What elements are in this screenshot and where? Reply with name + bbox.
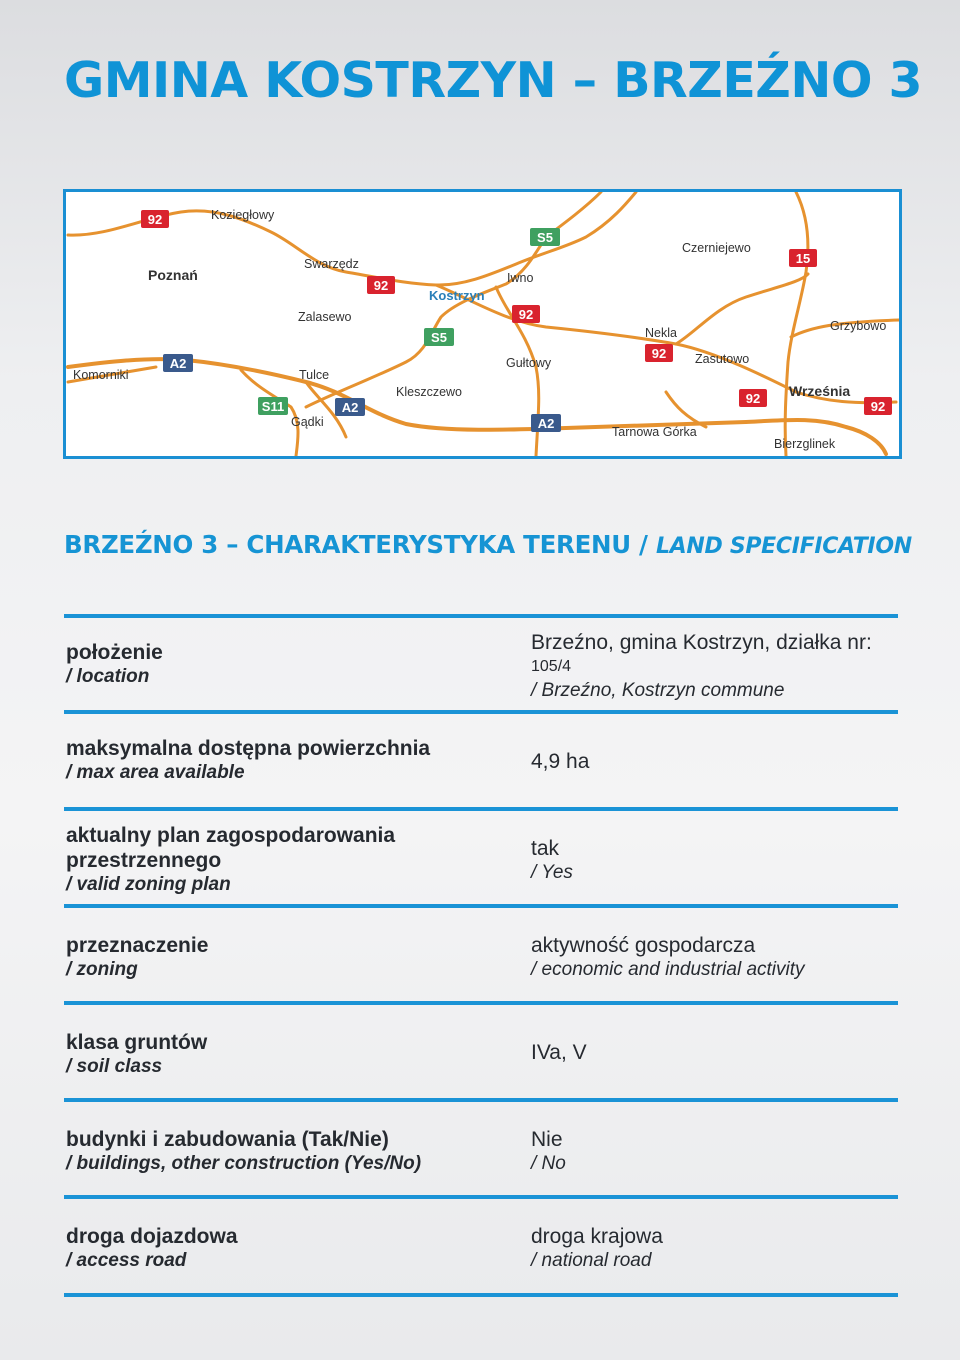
spec-value: droga krajowa / national road xyxy=(531,1225,663,1271)
spec-row-zoning xyxy=(64,904,898,1005)
spec-value: aktywność gospodarcza / economic and industrial activity xyxy=(531,934,805,980)
spec-row-max-area xyxy=(64,710,898,811)
shield-a2-west xyxy=(163,354,193,372)
svg-text:S5: S5 xyxy=(431,330,447,345)
place-kozieglowy: Koziegłowy xyxy=(211,208,275,222)
place-bierzglinek: Bierzglinek xyxy=(774,437,836,451)
place-swarzedz: Swarzędz xyxy=(304,257,359,271)
shield-a2-gadki xyxy=(335,398,365,416)
svg-text:A2: A2 xyxy=(341,400,359,415)
page-title: GMINA KOSTRZYN – BRZEŹNO 3 xyxy=(64,52,923,109)
location-map xyxy=(63,189,902,459)
svg-text:92: 92 xyxy=(745,391,761,406)
svg-text:15: 15 xyxy=(795,251,811,266)
shield-92-iwno xyxy=(512,305,540,323)
spec-row-zoning-plan xyxy=(64,807,898,908)
shield-92-wrzesnia xyxy=(739,389,767,407)
place-zalasewo: Zalasewo xyxy=(298,310,352,324)
svg-text:S5: S5 xyxy=(537,230,553,245)
place-poznan: Poznań xyxy=(148,267,198,283)
spec-value: Nie / No xyxy=(531,1128,566,1174)
spec-label: przeznaczenie / zoning xyxy=(66,934,209,980)
place-gadki: Gądki xyxy=(291,415,324,429)
svg-text:S11: S11 xyxy=(261,399,285,414)
spec-label: klasa gruntów / soil class xyxy=(66,1031,208,1077)
shield-92-east xyxy=(864,397,892,415)
shield-92-nekla xyxy=(645,344,673,362)
spec-label: aktualny plan zagospodarowania przestrzennego / valid zoning plan xyxy=(66,824,396,895)
place-gultowy: Gułtowy xyxy=(506,356,552,370)
svg-text:92: 92 xyxy=(651,346,667,361)
place-tarnowa-gorka: Tarnowa Górka xyxy=(612,425,697,439)
svg-text:92: 92 xyxy=(373,278,389,293)
spec-row-soil-class xyxy=(64,1001,898,1102)
place-zasutowo: Zasutowo xyxy=(695,352,750,366)
place-kleszczewo: Kleszczewo xyxy=(396,385,462,399)
spec-row-access-road xyxy=(64,1195,898,1297)
shield-s5-north xyxy=(530,228,560,246)
shield-s5-south xyxy=(424,328,454,346)
spec-value: 4,9 ha xyxy=(531,750,590,773)
section-title: BRZEŹNO 3 – CHARAKTERYSTYKA TERENU / LAND SPECIFICATION xyxy=(64,530,912,559)
place-tulce: Tulce xyxy=(299,368,330,382)
svg-text:92: 92 xyxy=(147,212,163,227)
place-komorniki: Komorniki xyxy=(73,368,129,382)
spec-value: IVa, V xyxy=(531,1041,587,1064)
place-wrzesnia: Września xyxy=(789,383,851,399)
shield-15 xyxy=(789,249,817,267)
place-nekla: Nekla xyxy=(645,326,677,340)
place-grzybowo: Grzybowo xyxy=(830,319,887,333)
place-iwno: Iwno xyxy=(507,271,534,285)
shield-92-swarzedz xyxy=(367,276,395,294)
spec-label: położenie / location xyxy=(66,641,163,687)
table-bottom-divider xyxy=(64,1293,898,1297)
spec-label: maksymalna dostępna powierzchnia / max area available xyxy=(66,737,431,783)
svg-text:A2: A2 xyxy=(537,416,555,431)
spec-value: Brzeźno, gmina Kostrzyn, działka nr: 105/4 / Brzeźno, Kostrzyn commune xyxy=(531,631,872,701)
road-15 xyxy=(785,192,811,456)
road-map-svg xyxy=(66,192,899,456)
shield-s11 xyxy=(258,397,288,415)
svg-text:A2: A2 xyxy=(169,356,187,371)
shield-a2-east xyxy=(531,414,561,432)
svg-text:92: 92 xyxy=(870,399,886,414)
spec-label: droga dojazdowa / access road xyxy=(66,1225,238,1271)
section-subtitle: LAND SPECIFICATION xyxy=(655,534,912,559)
spec-value: tak / Yes xyxy=(531,837,573,883)
place-czerniejewo: Czerniejewo xyxy=(682,241,751,255)
spec-label: budynki i zabudowania (Tak/Nie) / buildings, other construction (Yes/No) xyxy=(66,1128,422,1174)
road-czerniejewo xyxy=(676,274,808,344)
place-kostrzyn: Kostrzyn xyxy=(429,288,485,303)
spec-row-location xyxy=(64,614,898,714)
shield-92-kozieglowy xyxy=(141,210,169,228)
spec-row-buildings xyxy=(64,1098,898,1199)
svg-text:92: 92 xyxy=(518,307,534,322)
